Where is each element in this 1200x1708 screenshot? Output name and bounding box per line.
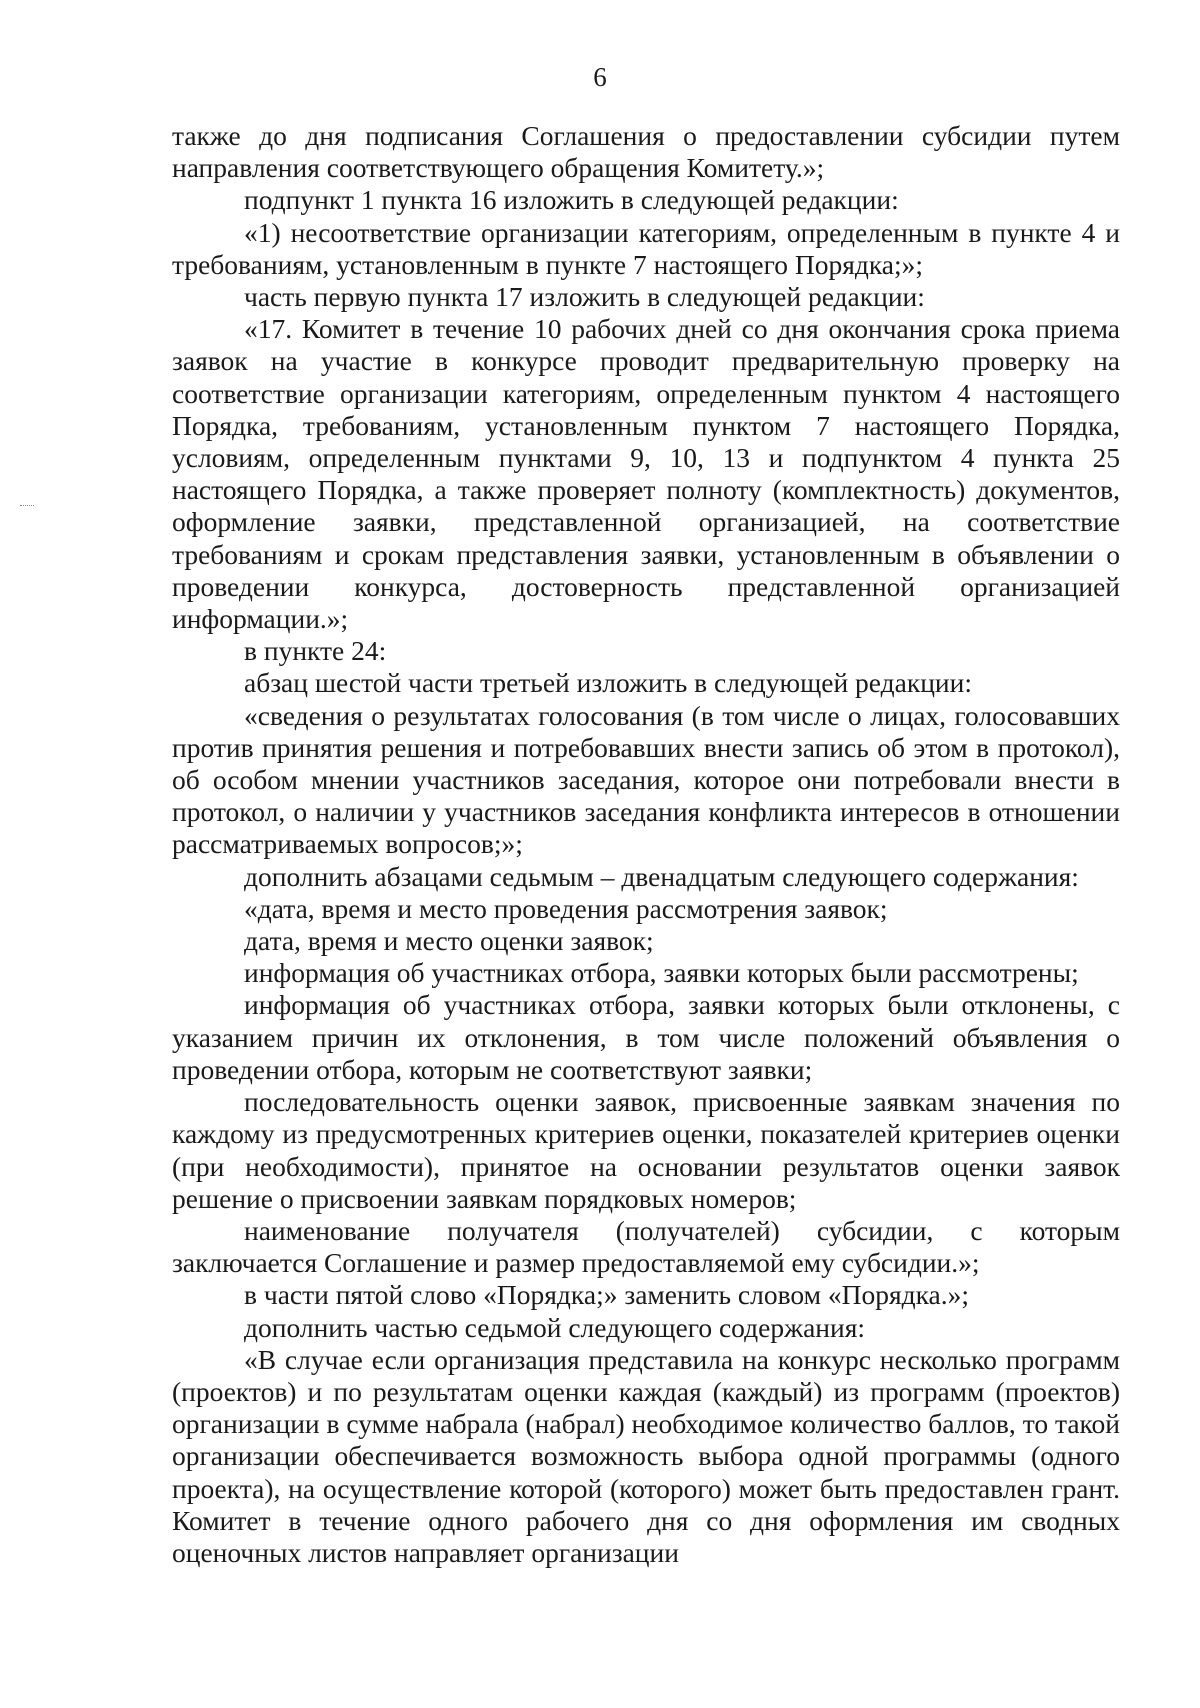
paragraph-15: наименование получателя (получателей) субсидии, с которым заключается Соглашение и размер предоставляемой ему субсидии.»; — [172, 1214, 1120, 1279]
paragraph-2: подпункт 1 пункта 16 изложить в следующей редакции: — [244, 184, 899, 216]
paragraph-17: дополнить частью седьмой следующего содержания: — [244, 1311, 866, 1343]
paragraph-1: также до дня подписания Соглашения о предоставлении субсидии путем направления соответствующего обращения Комитету.»; — [172, 120, 1120, 184]
paragraph-11: дата, время и место оценки заявок; — [244, 925, 654, 957]
paragraph-13: информация об участниках отбора, заявки которых были отклонены, с указанием причин их отклонения, в том числе положений объявления о проведении отбора, которым не соответствуют заявки; — [172, 989, 1120, 1085]
paragraph-9: дополнить абзацами седьмым – двенадцатым следующего содержания: — [244, 860, 1079, 892]
paragraph-8: «сведения о результатах голосования (в том числе о лицах, голосовавших против принятия решения и потребовавших внести запись об этом в протокол), об особом мнении участников заседания, которое они потребовали внести в протокол, о наличии у участников заседания конфликта интересов в отношении рассматриваемых вопросов;»; — [172, 699, 1120, 860]
paragraph-3: «1) несоответствие организации категориям, определенным в пункте 4 и требованиям, установленным в пункте 7 настоящего Порядка;»; — [172, 216, 1120, 280]
paragraph-12: информация об участниках отбора, заявки которых были рассмотрены; — [244, 957, 1079, 989]
page-number: 6 — [593, 62, 607, 92]
paragraph-14: последовательность оценки заявок, присвоенные заявкам значения по каждому из предусмотренных критериев оценки, показателей критериев оценки (при необходимости), принятое на основании результатов оценки заявок решение о присвоении заявкам порядковых номеров; — [172, 1086, 1120, 1214]
document-body — [172, 120, 1120, 1569]
paragraph-5: «17. Комитет в течение 10 рабочих дней со дня окончания срока приема заявок на участие в конкурсе проводит предварительную проверку на соответствие организации категориям, определенным пунктом 4 настоящего Порядка, требованиям, установленным пунктом 7 настоящего Порядка, условиям, определенным пунктами 9, 10, 13 и подпунктом 4 пункта 25 настоящего Порядка, а также проверяет полноту (комплектность) документов, оформление заявки, представленной организацией, на соответствие требованиям и срокам представления заявки, установленным в объявлении о проведении конкурса, достоверность представленной организацией информации.»; — [172, 313, 1120, 635]
paragraph-16: в части пятой слово «Порядка;» заменить словом «Порядка.»; — [244, 1279, 970, 1311]
paragraph-6: в пункте 24: — [244, 635, 387, 667]
scan-margin-mark — [20, 505, 34, 507]
paragraph-4: часть первую пункта 17 изложить в следующей редакции: — [244, 281, 925, 313]
paragraph-7: абзац шестой части третьей изложить в следующей редакции: — [244, 667, 972, 699]
paragraph-10: «дата, время и место проведения рассмотрения заявок; — [244, 892, 888, 924]
paragraph-18: «В случае если организация представила на конкурс несколько программ (проектов) и по результатам оценки каждая (каждый) из программ (проектов) организации в сумме набрала (набрал) необходимое количество баллов, то такой организации обеспечивается возможность выбора одной программы (одного проекта), на осуществление которой (которого) может быть предоставлен грант. Комитет в течение одного рабочего дня со дня оформления им сводных оценочных листов направляет организации — [172, 1343, 1120, 1568]
